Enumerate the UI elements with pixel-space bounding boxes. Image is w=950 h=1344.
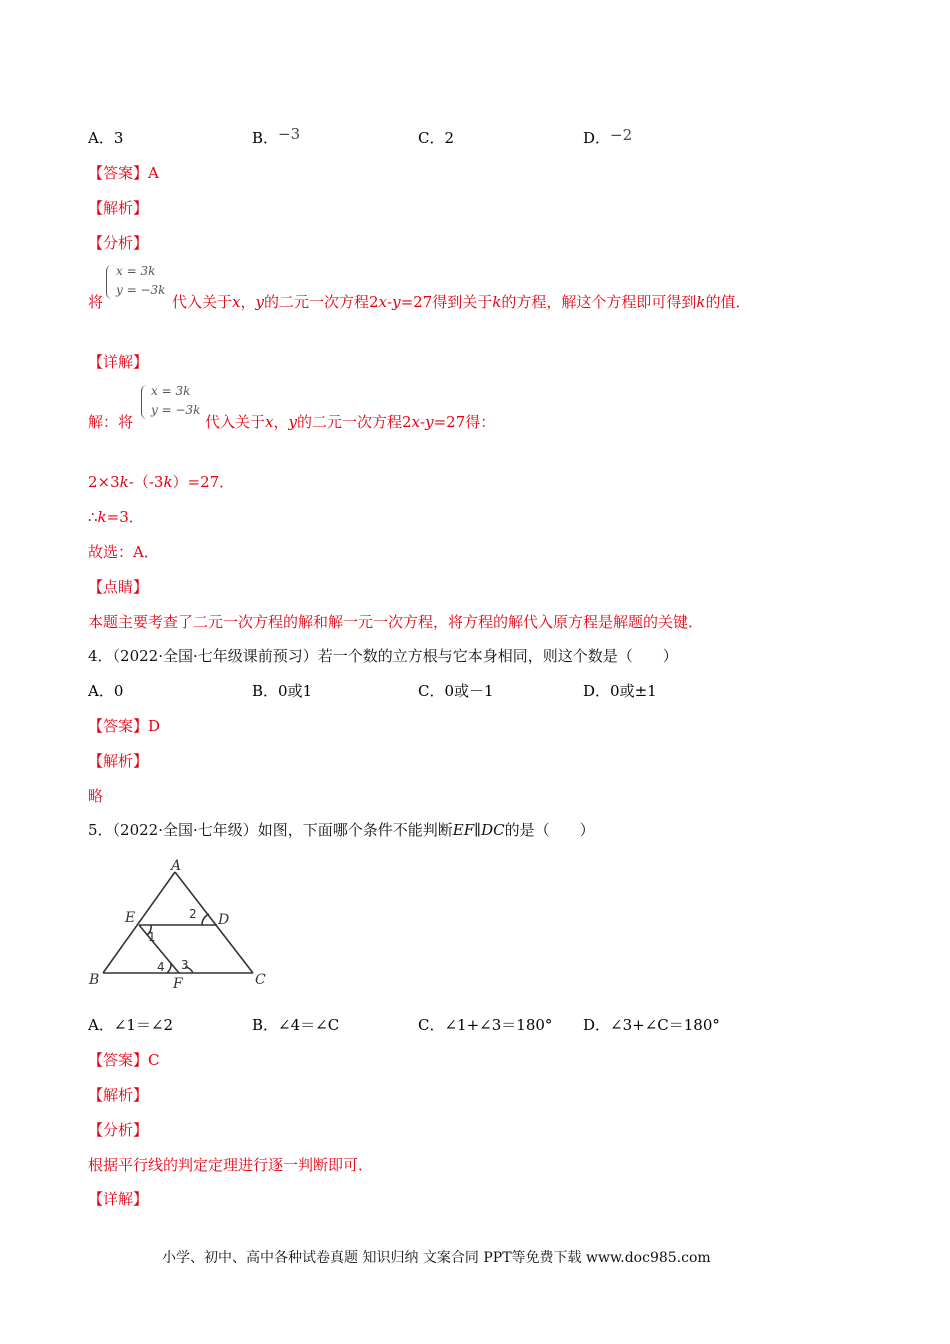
angle-4-arc bbox=[167, 963, 171, 973]
label-d: D bbox=[218, 912, 230, 928]
q3-analysis-heading: 【解析】 bbox=[88, 199, 149, 217]
q3-answer: 【答案】A bbox=[88, 164, 159, 182]
q3-step-1: 2×3k-（-3k）=27． bbox=[88, 473, 235, 491]
q3-fenxi-text: 代入关于x，y的二元一次方程2x-y=27得到关于k的方程，解这个方程即可得到k的值． bbox=[172, 293, 751, 311]
q5-answer: 【答案】C bbox=[88, 1051, 160, 1069]
label-e: E bbox=[125, 910, 136, 926]
q3-fenxi-pre: 将 bbox=[88, 293, 104, 311]
label-angle-1: 1 bbox=[148, 930, 156, 944]
q3-option-c: C．2 bbox=[418, 129, 455, 147]
q3-fenxi-heading: 【分析】 bbox=[88, 234, 149, 252]
q4-option-a: A．0 bbox=[88, 682, 124, 700]
q4-option-c: C．0或－1 bbox=[418, 682, 494, 700]
label-angle-3: 3 bbox=[181, 958, 189, 972]
q4-answer: 【答案】D bbox=[88, 717, 161, 735]
q5-detail-heading: 【详解】 bbox=[88, 1190, 149, 1208]
q3-detail-heading: 【详解】 bbox=[88, 353, 149, 371]
q5-geometry-figure bbox=[85, 855, 275, 990]
q3-detail-equation-system: x = 3k y = −3k bbox=[141, 385, 201, 419]
q4-option-b: B．0或1 bbox=[252, 682, 313, 700]
q5-option-c: C．∠1+∠3＝180° bbox=[418, 1016, 553, 1034]
q5-option-a: A．∠1＝∠2 bbox=[88, 1016, 174, 1034]
q5-option-b: B．∠4＝∠C bbox=[252, 1016, 340, 1034]
page-footer: 小学、初中、高中各种试卷真题 知识归纳 文案合同 PPT等免费下载 www.doc985.com bbox=[162, 1250, 711, 1266]
q4-stem: 4．（2022·全国·七年级课前预习）若一个数的立方根与它本身相同，则这个数是（ ） bbox=[88, 647, 678, 665]
q3-dianjing-text: 本题主要考查了二元一次方程的解和解一元一次方程，将方程的解代入原方程是解题的关键． bbox=[88, 613, 704, 631]
q5-analysis-heading: 【解析】 bbox=[88, 1086, 149, 1104]
q5-option-d: D．∠3+∠C＝180° bbox=[583, 1016, 720, 1034]
label-c: C bbox=[255, 972, 266, 988]
q3-dianjing-heading: 【点睛】 bbox=[88, 578, 149, 596]
q3-option-b: B．−3 bbox=[252, 125, 301, 147]
label-angle-2: 2 bbox=[189, 907, 197, 921]
q5-fenxi-text: 根据平行线的判定定理进行逐一判断即可． bbox=[88, 1156, 374, 1174]
q3-step-3: 故选：A． bbox=[88, 543, 159, 561]
line-ab bbox=[103, 872, 175, 973]
label-f: F bbox=[173, 976, 183, 990]
q4-option-d: D．0或±1 bbox=[583, 682, 657, 700]
q3-detail-pre: 解：将 bbox=[88, 413, 134, 431]
label-angle-4: 4 bbox=[157, 960, 165, 974]
label-b: B bbox=[89, 972, 100, 988]
q4-analysis-heading: 【解析】 bbox=[88, 752, 149, 770]
q3-step-2: ∴k=3． bbox=[88, 508, 144, 526]
q5-stem: 5．（2022·全国·七年级）如图，下面哪个条件不能判断EF∥DC的是（ ） bbox=[88, 821, 595, 839]
q5-fenxi-heading: 【分析】 bbox=[88, 1121, 149, 1139]
label-a: A bbox=[171, 858, 182, 874]
q3-detail-text: 代入关于x，y的二元一次方程2x-y=27得： bbox=[205, 413, 496, 431]
q3-option-d: D．−2 bbox=[583, 126, 633, 147]
q4-analysis-text: 略 bbox=[88, 787, 104, 805]
q3-fenxi-equation-system: x = 3k y = −3k bbox=[106, 265, 166, 299]
q3-option-a: A．3 bbox=[88, 129, 124, 147]
